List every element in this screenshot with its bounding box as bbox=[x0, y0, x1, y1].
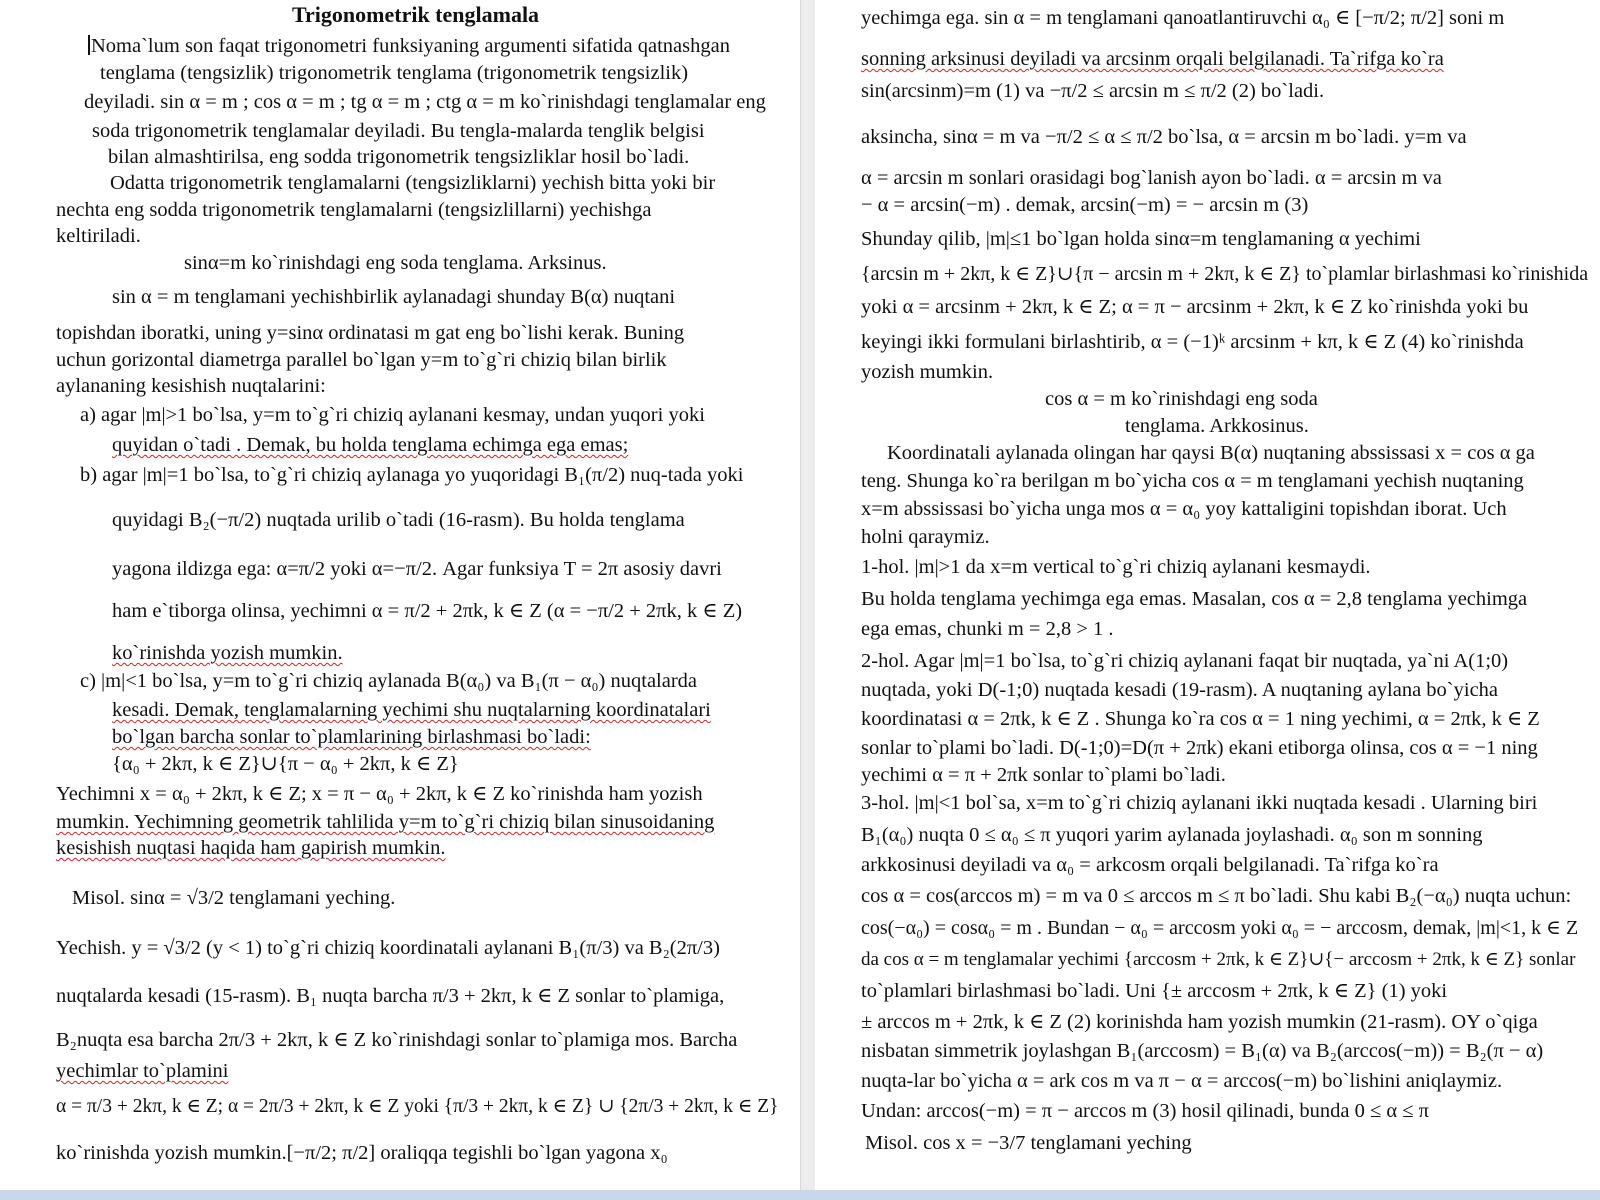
list-item-cont: quyidan o`tadi . Demak, bu holda tenglama echimga ega emas; bbox=[112, 434, 629, 456]
paragraph-line: yechimi α = π + 2πk sonlar to`plami bo`ladi. bbox=[861, 764, 1226, 786]
formula-line: keyingi ikki formulani birlashtirib, α = (−1)ᵏ arcsinm + kπ, k ∈ Z (4) ko`rinishda bbox=[861, 331, 1524, 353]
solution-line: Yechish. y = √3/2 (y < 1) to`g`ri chiziq koordinatali aylanani B₁(π/3) va B₂(2π/3) bbox=[56, 937, 720, 959]
paragraph-line: teng. Shunga ko`ra berilgan m bo`yicha cos α = m tenglamani yechish nuqtaning bbox=[861, 470, 1524, 492]
paragraph-line: koordinatasi α = 2πk, k ∈ Z . Shunga ko`ra cos α = 1 ning yechimi, α = 2πk, k ∈ Z bbox=[861, 708, 1540, 730]
paragraph-line: nechta eng sodda trigonometrik tenglamalarni (tengsizlillarni) yechishga bbox=[56, 199, 652, 221]
section-heading: tenglama. Arkkosinus. bbox=[1125, 415, 1309, 437]
formula-line: yoki α = arcsinm + 2kπ, k ∈ Z; α = π − arcsinm + 2kπ, k ∈ Z ko`rinishda yoki bu bbox=[861, 296, 1529, 318]
paragraph-line: yechimga ega. sin α = m tenglamani qanoatlantiruvchi α₀ ∈ [−π/2; π/2] soni m bbox=[861, 7, 1505, 29]
list-item-cont: ham e`tiborga olinsa, yechimni α = π/2 + 2πk, k ∈ Z (α = −π/2 + 2πk, k ∈ Z) bbox=[112, 600, 743, 622]
formula-line: nuqta-lar bo`yicha α = ark cos m va π − α = arccos(−m) bo`lishini aniqlaymiz. bbox=[861, 1070, 1503, 1092]
paragraph-line: arkkosinusi deyiladi va α₀ = arkcosm orqali belgilanadi. Ta`rifga ko`ra bbox=[861, 854, 1439, 876]
paragraph-line: Shunday qilib, |m|≤1 bo`lgan holda sinα=m tenglamaning α yechimi bbox=[861, 228, 1421, 250]
paragraph-line: uchun gorizontal diametrga parallel bo`lgan y=m to`g`ri chiziq bilan birlik bbox=[56, 349, 667, 371]
formula-line: cos(−α₀) = cosα₀ = m . Bundan − α₀ = arccosm yoki α₀ = − arccosm, demak, |m|<1, k ∈ Z bbox=[861, 917, 1579, 939]
text-cursor bbox=[88, 35, 90, 55]
formula-line: ± arccos m + 2πk, k ∈ Z (2) korinishda ham yozish mumkin (21-rasm). OY o`qiga bbox=[861, 1011, 1538, 1033]
list-item: c) |m|<1 bo`lsa, y=m to`g`ri chiziq aylanada B(α₀) va B₁(π − α₀) nuqtalarda bbox=[80, 670, 698, 692]
paragraph-line: keltiriladi. bbox=[56, 225, 141, 247]
paragraph-line: sonlar to`plami bo`ladi. D(-1;0)=D(π + 2πk) ekani etiborga olinsa, cos α = −1 ning bbox=[861, 737, 1538, 759]
paragraph-line: tenglama (tengsizlik) trigonometrik tenglama (trigonometrik tengsizlik) bbox=[100, 62, 689, 84]
page-title: Trigonometrik tenglamala bbox=[292, 2, 540, 27]
paragraph-line: Odatta trigonometrik tenglamalarni (tengsizliklarni) yechish bitta yoki bir bbox=[110, 172, 716, 194]
paragraph-line: sonning arksinusi deyiladi va arcsinm orqali belgilanadi. Ta`rifga ko`ra bbox=[861, 48, 1444, 70]
bottom-scrollbar[interactable] bbox=[0, 1190, 1600, 1200]
paragraph-line: deyiladi. sin α = m ; cos α = m ; tg α = m ; ctg α = m ko`rinishdagi tenglamalar eng bbox=[84, 91, 766, 113]
list-item-cont: kesadi. Demak, tenglamalarning yechimi shu nuqtalarning koordinatalari bbox=[112, 699, 711, 721]
paragraph-line: 2-hol. Agar |m|=1 bo`lsa, to`g`ri chiziq aylanani faqat bir nuqtada, ya`ni A(1;0) bbox=[861, 650, 1509, 672]
section-heading: cos α = m ko`rinishdagi eng soda bbox=[1045, 388, 1318, 410]
paragraph-line: cos α = cos(arccos m) = m va 0 ≤ arccos m ≤ π bo`ladi. Shu kabi B₂(−α₀) nuqta uchun: bbox=[861, 885, 1572, 907]
section-heading: sinα=m ko`rinishdagi eng soda tenglama. Arksinus. bbox=[184, 252, 607, 274]
formula-line: da cos α = m tenglamalar yechimi {arccosm + 2πk, k ∈ Z}∪{− arccosm + 2πk, k ∈ Z} sonlar bbox=[861, 949, 1576, 970]
paragraph-line: aksincha, sinα = m va −π/2 ≤ α ≤ π/2 bo`lsa, α = arcsin m bo`ladi. y=m va bbox=[861, 126, 1467, 148]
list-item-cont: bo`lgan barcha sonlar to`plamlarining birlashmasi bo`ladi: bbox=[112, 726, 591, 748]
paragraph-line: x=m abssissasi bo`yicha unga mos α = α₀ yoy kattaligini topishdan iborat. Uch bbox=[861, 498, 1507, 520]
list-item: b) agar |m|=1 bo`lsa, to`g`ri chiziq aylanaga yo yuqoridagi B₁(π/2) nuq-tada yoki bbox=[80, 464, 744, 486]
example-line: Misol. cos x = −3/7 tenglamani yeching bbox=[865, 1132, 1192, 1154]
paragraph-line: Noma`lum son faqat trigonometri funksiyaning argumenti sifatida qatnashgan bbox=[88, 33, 730, 59]
paragraph-line: topishdan iboratki, uning y=sinα ordinatasi m gat eng bo`lishi kerak. Buning bbox=[56, 322, 685, 344]
paragraph-line: bilan almashtirilsa, eng sodda trigonometrik tengsizliklar hosil bo`ladi. bbox=[108, 146, 690, 168]
paragraph-line: B₂nuqta esa barcha 2π/3 + 2kπ, k ∈ Z ko`rinishdagi sonlar to`plamiga mos. Barcha bbox=[56, 1029, 738, 1051]
formula-line: {α₀ + 2kπ, k ∈ Z}∪{π − α₀ + 2kπ, k ∈ Z} bbox=[112, 753, 459, 775]
formula-line: {arcsin m + 2kπ, k ∈ Z}∪{π − arcsin m + 2kπ, k ∈ Z} to`plamlar birlashmasi ko`rinishida bbox=[861, 263, 1589, 285]
paragraph-line: B₁(α₀) nuqta 0 ≤ α₀ ≤ π yuqori yarim aylanada joylashadi. α₀ son m sonning bbox=[861, 824, 1483, 846]
paragraph-line: Bu holda tenglama yechimga ega emas. Masalan, cos α = 2,8 tenglama yechimga bbox=[861, 588, 1528, 610]
left-page bbox=[0, 0, 800, 1190]
formula-line: nisbatan simmetrik joylashgan B₁(arccosm) = B₁(α) va B₂(arccos(−m)) = B₂(π − α) bbox=[861, 1040, 1544, 1062]
list-item: a) agar |m|>1 bo`lsa, y=m to`g`ri chiziq aylanani kesmay, undan yuqori yoki bbox=[80, 404, 705, 426]
paragraph-line: kesishish nuqtasi haqida ham gapirish mumkin. bbox=[56, 837, 446, 859]
list-item-cont: quyidagi B₂(−π/2) nuqtada urilib o`tadi (16-rasm). Bu holda tenglama bbox=[112, 509, 685, 531]
paragraph-line: holni qaraymiz. bbox=[861, 526, 990, 548]
paragraph-line: Yechimni x = α₀ + 2kπ, k ∈ Z; x = π − α₀ + 2kπ, k ∈ Z ko`rinishda ham yozish bbox=[56, 783, 703, 805]
formula-line: α = π/3 + 2kπ, k ∈ Z; α = 2π/3 + 2kπ, k ∈ Z yoki {π/3 + 2kπ, k ∈ Z} ∪ {2π/3 + 2kπ, k ∈ Z} bbox=[56, 1096, 779, 1117]
paragraph-line: Koordinatali aylanada olingan har qaysi B(α) nuqtaning abssissasi x = cos α ga bbox=[887, 442, 1535, 464]
paragraph-line: mumkin. Yechimning geometrik tahlilida y=m to`g`ri chiziq bilan sinusoidaning bbox=[56, 811, 715, 833]
paragraph-line: soda trigonometrik tenglamalar deyiladi. Bu tengla-malarda tenglik belgisi bbox=[92, 120, 705, 142]
paragraph-line: 1-hol. |m|>1 da x=m vertical to`g`ri chiziq aylanani kesmaydi. bbox=[861, 556, 1371, 578]
paragraph-line: yozish mumkin. bbox=[861, 361, 994, 383]
paragraph-line: ega emas, chunki m = 2,8 > 1 . bbox=[861, 618, 1114, 640]
formula-line: Undan: arccos(−m) = π − arccos m (3) hosil qilinadi, bunda 0 ≤ α ≤ π bbox=[861, 1100, 1429, 1122]
paragraph-line: nuqtada, yoki D(-1;0) nuqtada kesadi (19-rasm). A nuqtaning aylana bo`yicha bbox=[861, 679, 1499, 701]
right-page bbox=[815, 0, 1600, 1190]
list-item-cont: ko`rinishda yozish mumkin. bbox=[112, 642, 343, 664]
paragraph-line: α = arcsin m sonlari orasidagi bog`lanish ayon bo`ladi. α = arcsin m va bbox=[861, 167, 1442, 189]
formula-line: to`plamlari birlashmasi bo`ladi. Uni {± arccosm + 2πk, k ∈ Z} (1) yoki bbox=[861, 980, 1448, 1002]
paragraph-line: aylananing kesishish nuqtalarini: bbox=[56, 375, 326, 397]
example-line: Misol. sinα = √3/2 tenglamani yeching. bbox=[72, 887, 396, 909]
paragraph-line: ko`rinishda yozish mumkin.[−π/2; π/2] oraliqqa tegishli bo`lgan yagona x₀ bbox=[56, 1142, 668, 1164]
paragraph-line: nuqtalarda kesadi (15-rasm). B₁ nuqta barcha π/3 + 2kπ, k ∈ Z sonlar to`plamiga, bbox=[56, 985, 725, 1007]
formula-line: − α = arcsin(−m) . demak, arcsin(−m) = − arcsin m (3) bbox=[861, 194, 1309, 216]
paragraph-line: 3-hol. |m|<1 bol`sa, x=m to`g`ri chiziq aylanani ikki nuqtada kesadi . Ularning biri bbox=[861, 792, 1538, 814]
paragraph-line: yechimlar to`plamini bbox=[56, 1060, 229, 1082]
paragraph-line: sin α = m tenglamani yechishbirlik aylanadagi shunday B(α) nuqtani bbox=[112, 286, 676, 308]
formula-line: sin(arcsinm)=m (1) va −π/2 ≤ arcsin m ≤ π/2 (2) bo`ladi. bbox=[861, 80, 1325, 102]
list-item-cont: yagona ildizga ega: α=π/2 yoki α=−π/2. Agar funksiya T = 2π asosiy davri bbox=[112, 558, 722, 580]
